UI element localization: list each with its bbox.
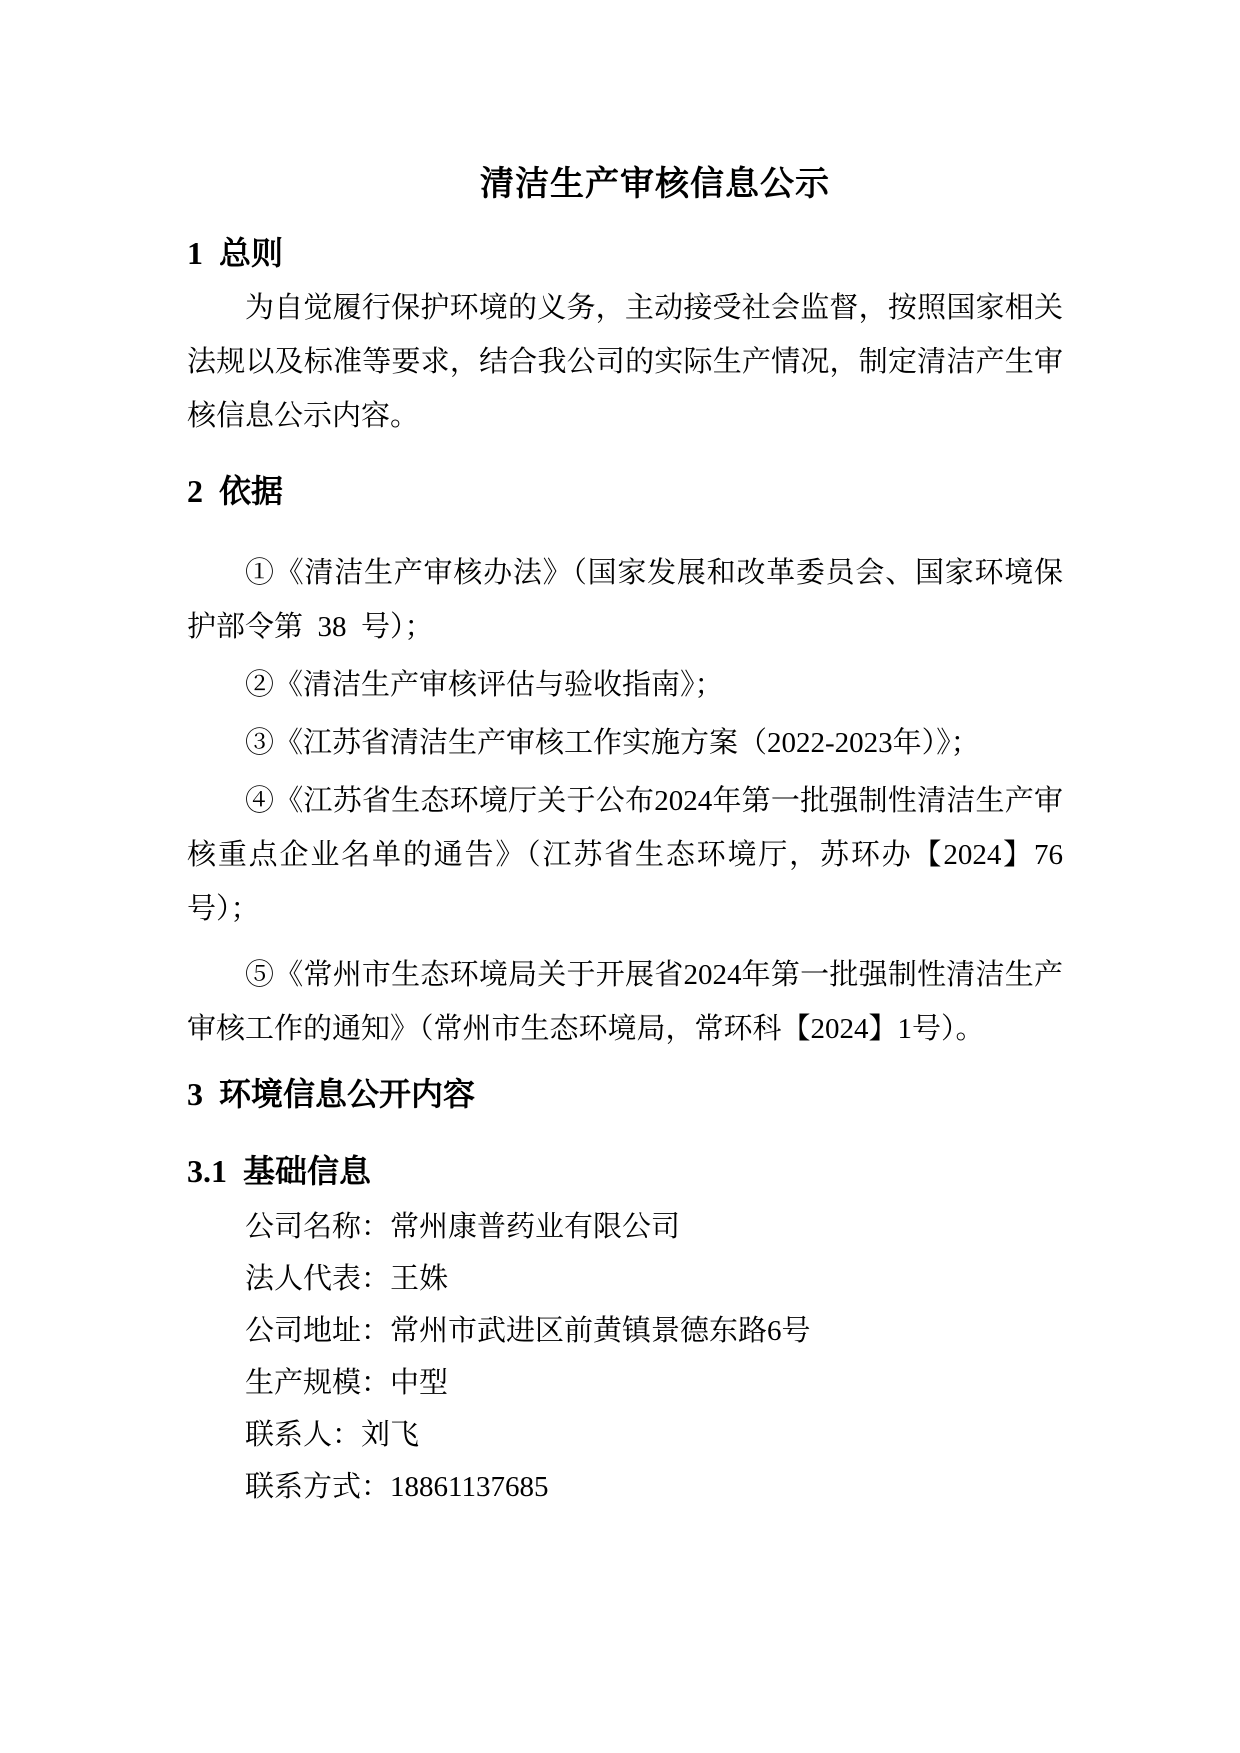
reference-item-3: ③《江苏省清洁生产审核工作实施方案（2022-2023年）》； [245,727,980,759]
info-label: 法人代表： [245,1263,391,1295]
info-value: 常州康普药业有限公司 [390,1211,681,1243]
section31-heading: 3.1 基础信息 [187,1153,372,1189]
info-label: 联系方式： [245,1471,391,1503]
section3-heading: 3 环境信息公开内容 [187,1076,476,1112]
info-line-legal-representative [187,1253,1063,1305]
info-label: 生产规模： [245,1367,391,1399]
document-title: 清洁生产审核信息公示 [480,166,830,203]
info-label: 公司名称： [245,1211,391,1243]
info-label: 联系人： [245,1419,362,1451]
reference-item-1: ①《清洁生产审核办法》（国家发展和改革委员会、国家环境保护部令第 38 号）； [187,557,1063,643]
info-line-contact-person [187,1409,1063,1461]
info-line-production-scale [187,1357,1063,1409]
reference-item-2: ②《清洁生产审核评估与验收指南》； [245,669,724,701]
info-value: 中型 [390,1367,449,1399]
info-line-company-address [187,1305,1063,1357]
section2-heading: 2 依据 [187,473,284,509]
info-label: 公司地址： [245,1315,391,1347]
info-value: 王姝 [390,1263,449,1295]
section1-heading: 1 总则 [187,235,284,271]
info-value: 18861137685 [390,1471,549,1503]
reference-item-4: ④《江苏省生态环境厅关于公布2024年第一批强制性清洁生产审核重点企业名单的通告》（江苏省生态环境厅，苏环办【2024】76号）； [187,785,1063,925]
section1-paragraph: 为自觉履行保护环境的义务，主动接受社会监督，按照国家相关法规以及标准等要求，结合我公司的实际生产情况，制定清洁产生审核信息公示内容。 [187,292,1063,432]
info-line-company-name [187,1201,1063,1253]
basic-info-list [187,1201,1063,1513]
reference-item-5: ⑤《常州市生态环境局关于开展省2024年第一批强制性清洁生产审核工作的通知》（常州市生态环境局，常环科【2024】1号）。 [187,959,1063,1045]
info-value: 常州市武进区前黄镇景德东路6号 [390,1315,811,1347]
info-line-contact-phone [187,1461,1063,1513]
info-value: 刘飞 [361,1419,420,1451]
